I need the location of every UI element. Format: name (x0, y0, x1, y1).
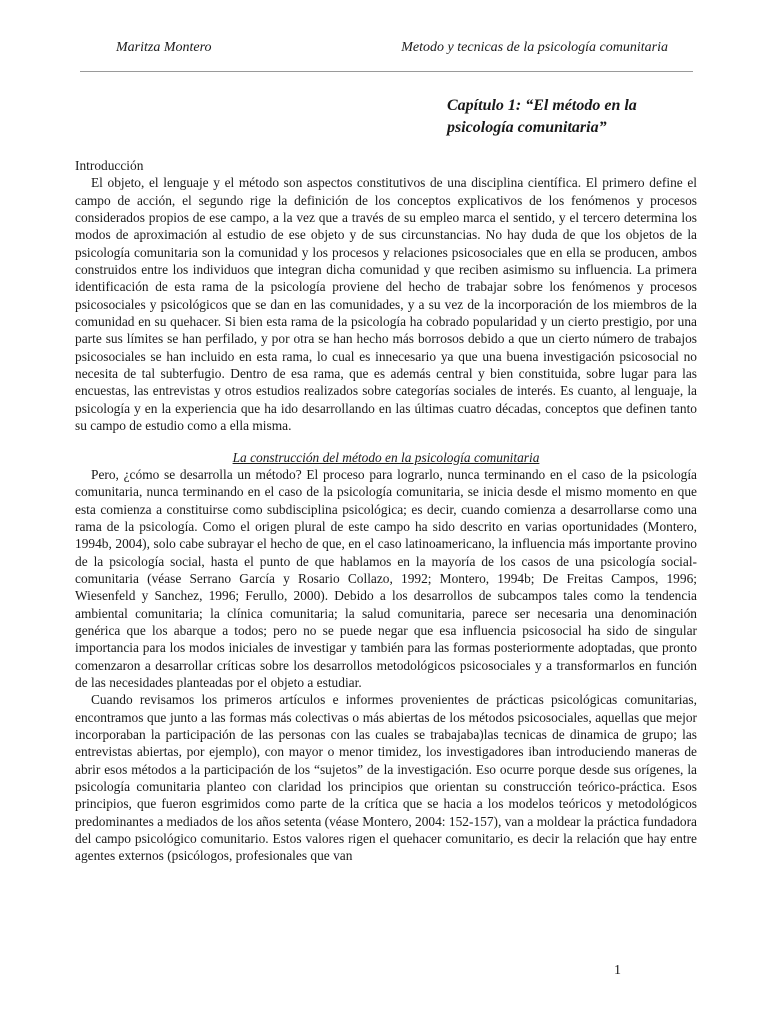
section-heading-method: La construcción del método en la psicología comunitaria (232, 449, 540, 465)
document-body (75, 157, 697, 865)
header-title: Metodo y tecnicas de la psicología comunitaria (401, 40, 668, 55)
page-number: 1 (614, 963, 621, 978)
header-divider (80, 71, 693, 72)
chapter-title: Capítulo 1: “El método en la psicología comunitaria” (447, 97, 637, 136)
header-author: Maritza Montero (116, 40, 212, 55)
intro-heading: Introducción (75, 158, 144, 173)
intro-paragraph: El objeto, el lenguaje y el método son aspectos constitutivos de una disciplina científica. El primero define el campo de acción, el segundo rige la definición de los conceptos explicativos de los fenómenos y procesos considerados propios de ese campo, a la vez que a través de su empleo marca el sentido, y el tercero determina los modos de aproximación al estudio de ese objeto y de sus circunstancias. No hay duda de que los objetos de la psicología comunitaria son la comunidad y los procesos y relaciones psicosociales que en ella se producen, ambos construidos entre los individuos que integran dicha comunidad y que reciben asimismo su influencia. La primera identificación de esta rama de la psicología proviene del hecho de trabajar sobre los fenómenos y procesos psicosociales y psicológicos que se dan en las comunidades, y a su vez de la incorporación de los miembros de la comunidad en su quehacer. Si bien esta rama de la psicología ha cobrado popularidad y un cierto prestigio, por una parte sus límites se han perfilado, y por otra se han hecho más borrosos debido a que un cierto número de trabajos psicosociales se han incluido en esta rama, lo cual es innecesario ya que una buena investigación psicosocial no necesita de tal subterfugio. Dentro de esa rama, que es además central y bien constituida, sobre lugar para las encuestas, las entrevistas y otros estudios realizados sobre categorías sociales de interés. Es cuanto, al lenguaje, la psicología y en la experiencia que ha ido desarrollando en las últimas cuatro décadas, conceptos que definen tanto su campo de estudio como a ella misma. (75, 175, 697, 434)
method-paragraph-2: Cuando revisamos los primeros artículos e informes provenientes de prácticas psicológicas comunitarias, encontramos que junto a las formas más colectivas o más abiertas de los métodos psicosociales, aquellas que mejor incorporaban la participación de las personas con las cuales se trabajaba)las tecnicas de dinamica de grupo; las entrevistas abiertas, por ejemplo), con mayor o menor timidez, los investigadores iban introduciendo maneras de abrir esos métodos a la participación de los “sujetos” de la investigación. Eso ocurre porque desde sus orígenes, la psicología comunitaria planteo con claridad los principios que orientan su construcción teórico-práctica. Esos principios, que fueron esgrimidos como parte de la crítica que se hacia a los modelos teóricos y metodológicos predominantes a mediados de los años setenta (véase Montero, 2004: 152-157), van a moldear la práctica fundadora del campo psicológico comunitario. Estos valores rigen el quehacer comunitario, es decir la relación que hay entre agentes externos (psicólogos, profesionales que van (75, 692, 697, 864)
method-paragraph-1: Pero, ¿cómo se desarrolla un método? El proceso para lograrlo, nunca terminando en el caso de la psicología comunitaria, nunca terminando en el caso de la psicología comunitaria, se inicia desde el mismo momento en que esta comienza a constituirse como subdisciplina psicológica; es decir, cuando comienza a desarrollarse como una rama de la psicología. Como el origen plural de este campo ha sido descrito en varias oportunidades (Montero, 1994b, 2004), solo cabe subrayar el hecho de que, en el caso latinoamericano, la influencia más importante provino de la psicología social, hasta el punto de que hablamos en la mayoría de los casos de una psicología social-comunitaria (véase Serrano García y Rosario Collazo, 1992; Montero, 1994b; De Freitas Campos, 1996; Wiesenfeld y Sanchez, 1996; Ferullo, 2000). Debido a los desarrollos de subcampos tales como la tendencia ambiental comunitaria; la clínica comunitaria; la salud comunitaria, parece ser necesaria una denominación genérica que los abarque a todos; pero no se puede negar que esa influencia psicosocial ha sido de singular importancia para los modos iniciales de investigar y también para las formas posteriormente adoptadas, que pronto comenzaron a desarrollar críticas sobre los desarrollos metodológicos psicosociales y a transformarlos en función de las necesidades planteadas por el objeto a estudiar. (75, 466, 697, 690)
